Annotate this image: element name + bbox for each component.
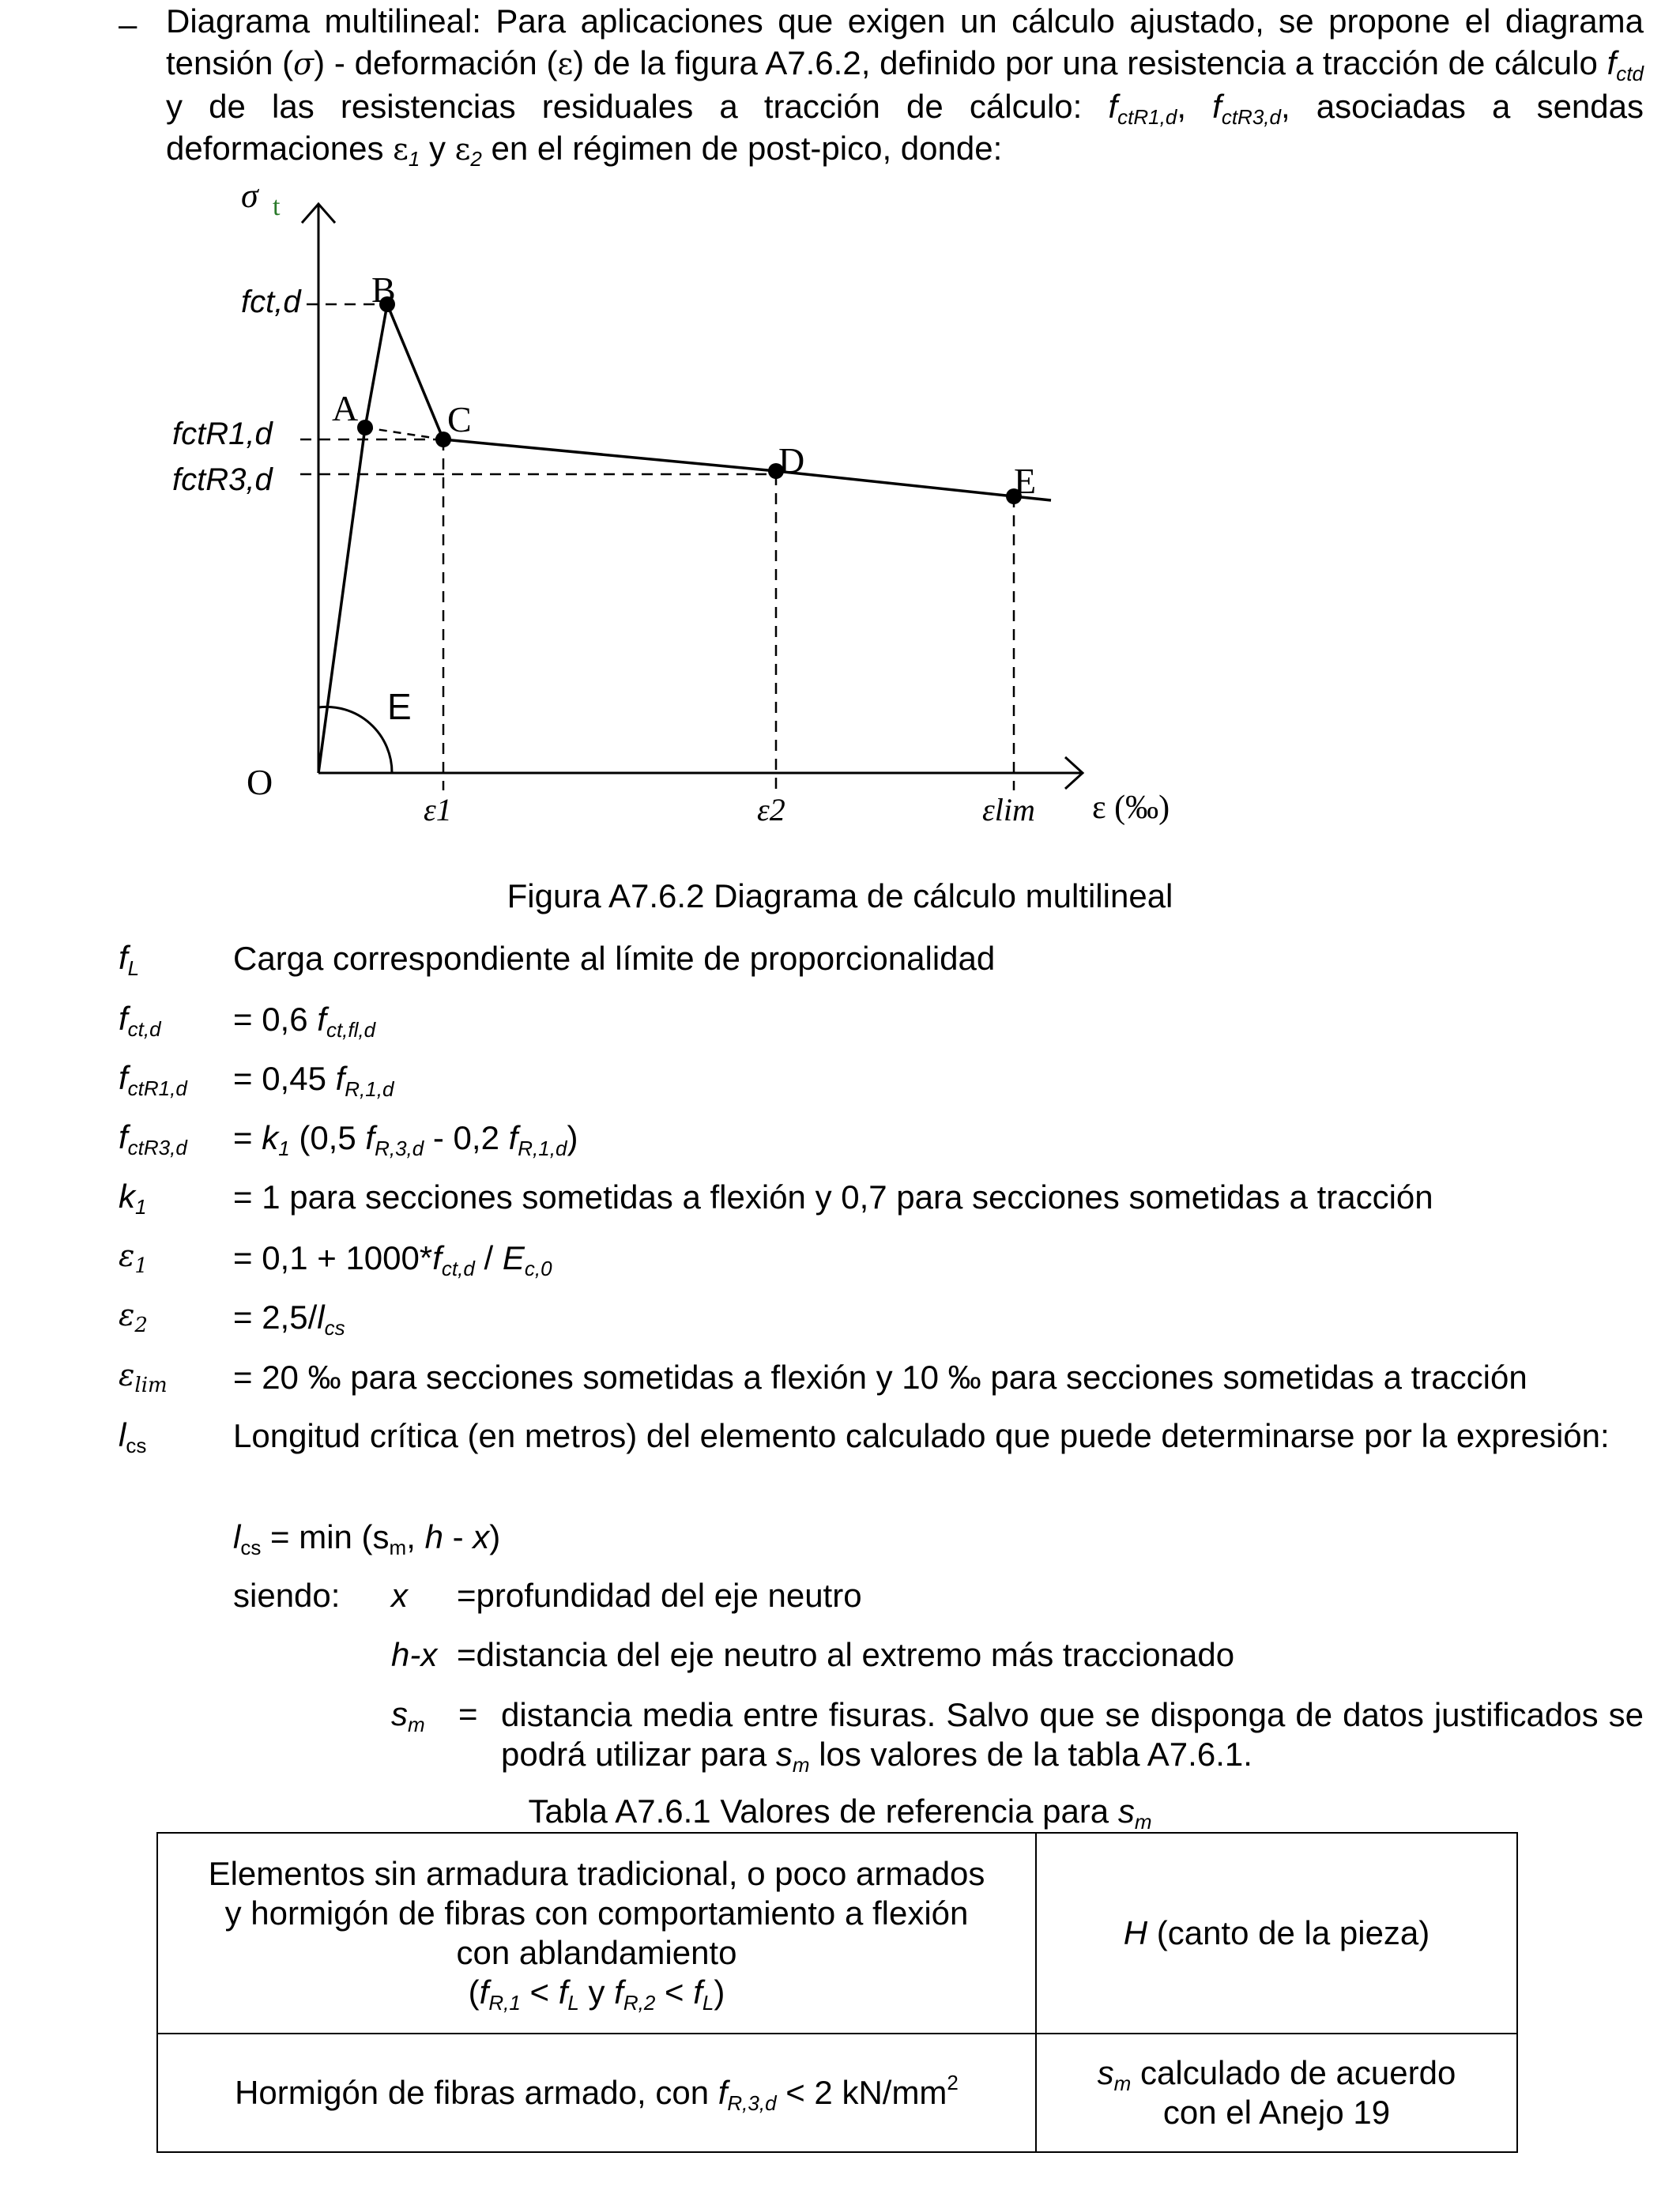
label-eps2: ε2: [757, 792, 785, 827]
bullet-dash: –: [119, 6, 137, 43]
label-fctR3d: fctR3,d: [172, 462, 273, 497]
table-row: [157, 1833, 1517, 2034]
label-epslim: εlim: [982, 792, 1035, 827]
label-fctR1d: fctR1,d: [172, 417, 273, 451]
table-cell: $s_m$ calculado de acuerdo con el Anejo 19: [1036, 2034, 1517, 2152]
table-cell: Hormigón de fibras armado, con $f_{R,3,d} < 2$ $kN/mm^2$: [157, 2034, 1036, 2152]
label-B: B: [371, 270, 396, 310]
y-axis-label-t: t: [273, 192, 281, 221]
label-D: D: [778, 440, 805, 481]
table-row: [157, 2034, 1517, 2152]
modulus-arc: [318, 707, 392, 773]
multilinear-curve: [318, 304, 1051, 773]
reference-table: [156, 1832, 1518, 2153]
label-E: E: [1014, 461, 1037, 501]
table-cell: H (canto de la pieza): [1036, 1833, 1517, 2034]
table-title: Tabla A7.6.1 Valores de referencia para $s_m$: [528, 1793, 1152, 1834]
point-A: [357, 420, 373, 435]
table-cell: Elementos sin armadura tradicional, o poco armados y hormigón de fibras con comportamiento a flexión con ablandamiento ($f_{R,1} < f_L$ y $f_{R,2} < f_L$): [157, 1833, 1036, 2034]
stress-strain-diagram: [0, 0, 1680, 869]
y-axis-label: σ: [241, 176, 258, 215]
figure-caption: Figura A7.6.2 Diagrama de cálculo multilineal: [507, 877, 1173, 914]
label-eps1: ε1: [424, 792, 452, 827]
label-A: A: [332, 388, 359, 428]
intro-text: Diagrama multilineal: Para aplicaciones que exigen un cálculo ajustado, se propone el diagrama tensión (σ) - deformación (ε) de la figura A7.6.2, definido por una resistencia a tracción de cálculo $f_{ctd}$ y de las resistencias residuales a tracción de cálculo: $f_{ctR1,d}$, $f_{ctR3,d}$, asociadas a sendas deformaciones $\varepsilon_1$ y $\varepsilon_2$ en el régimen de post-pico, donde:: [166, 2, 1644, 171]
label-fctd: fct,d: [241, 285, 301, 319]
label-modulus-E: E: [387, 686, 412, 727]
label-origin: O: [247, 762, 273, 802]
dashed-AC: [365, 428, 443, 439]
x-axis-label: ε (‰): [1092, 790, 1170, 826]
label-C: C: [447, 399, 472, 439]
